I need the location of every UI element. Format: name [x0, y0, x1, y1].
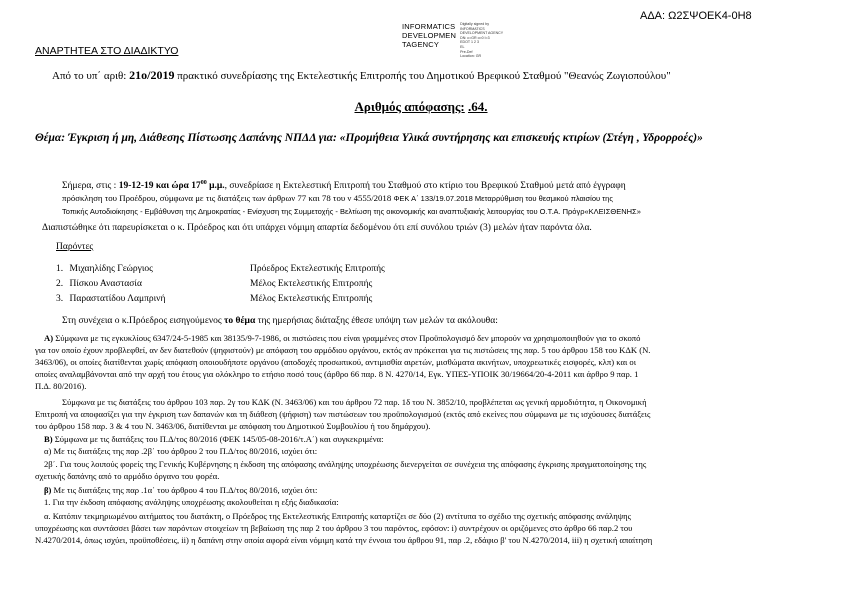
post-online-notice: ΑΝΑΡΤΗΤΕΑ ΣΤΟ ΔΙΑΔΙΚΤΥΟ: [35, 45, 179, 57]
section-beta-line: [44, 485, 317, 495]
quorum-statement: Διαπιστώθηκε ότι παρευρίσκεται ο κ. Πρόεδρος και ότι υπάρχει νόμιμη απαρτία δεδομένου ότι επί συνόλου τριών (3) μελών ήταν παρόντα όλα.: [42, 223, 592, 233]
section-a-line: Π.Δ. 80/2016).: [35, 381, 87, 391]
quote-line: 2β΄. Για τους λοιπούς φορείς της Γενικής Κυβέρνησης η έκδοση της απόφασης ανάληψης υποχρέωσης διενεργείται σε συνέχεια της απόφασης έγκρισης πραγματοποίησης της: [44, 459, 647, 469]
section-b-text: Σύμφωνα με τις διατάξεις του Π.Δ/τος 80/2016 (ΦΕΚ 145/05-08-2016/τ.Α΄) και συγκεκριμένα:: [54, 434, 384, 444]
section-a2-line: Επιτροπή να αποφασίζει για την έγκριση των δαπανών και τη διάθεση (ψήφιση) των πιστώσεων του προϋπολογισμού (εκτός από εκείνες που σύμφωνα με τις ισχύουσες διατάξεις: [35, 409, 651, 419]
subject-text: Έγκριση ή μη, Διάθεσης Πίστωσης Δαπάνης ΝΠΔΔ για: «Προμήθεια Υλικά συντήρησης και επισκευής κτιρίων (Στέγη , Υδρορροές)»: [67, 132, 703, 144]
present-title: Παρόντες: [56, 242, 94, 252]
member-row: [56, 264, 153, 274]
member-number: 3.: [56, 294, 64, 304]
stamp-line: TAGENCY: [402, 40, 440, 49]
member-name: Πίσκου Αναστασία: [69, 279, 142, 289]
stamp-details: [460, 22, 503, 59]
reference-text: πρακτικό συνεδρίασης της Εκτελεστικής Επιτροπής του Δημοτικού Βρεφικού Σταθμού "Θεανώς Ζωγιοπούλου": [177, 70, 671, 82]
section-b-label: Β): [44, 434, 53, 444]
digital-signature-stamp: [402, 22, 503, 59]
meeting-today: Σήμερα, στις :: [62, 181, 117, 192]
section-a-line: οποίες αναλαμβάνονται από την αρχή του έτους για ολόκληρο το ετήσιο ποσό τους (άρθρο 66 παρ. 8 Ν. 4270/14, Εγκ. ΥΠΕΣ-ΥΠΟΙΚ 30/19664/20-4-2011 και άρθρο 9 παρ. 1: [35, 369, 639, 379]
intro-text-c: της ημερήσιας διάταξης έθεσε υπόψη των μελών τα ακόλουθα:: [255, 316, 498, 326]
procedure-item-a-line: υποχρέωσης και συντάσσει βάσει των παρόντων στοιχείων τη βεβαίωση της παρ 2 του άρθρου 3 του παρόντος, εφόσον: i) συντρέχουν οι οριζόμενες στο άρθρο 66 παρ.2 του: [35, 523, 633, 533]
section-a-text: Σύμφωνα με τις εγκυκλίους 6347/24-5-1985 και 38135/9-7-1986, οι πιστώσεις που είναι γραμμένες στον Προϋπολογισμό δεν μπορούν να χρησιμοποιηθούν για το σκοπό: [55, 333, 641, 343]
subject: [35, 130, 815, 146]
section-a-line: για τον οποίο έχουν προβλεφθεί, αν δεν διατεθούν (ψηφιστούν) με απόφαση του αρμόδιου οργάνου, εκτός αν πρόκειται για τις πιστώσεις της παρ. 5 του άρθρου 158 του ΚΔΚ (Ν.: [35, 345, 651, 355]
member-name: Παραστατίδου Λαμπρινή: [69, 294, 166, 304]
section-a2-line: του άρθρου 158 παρ. 3 & 4 του Ν. 3463/06, διατίθενται με απόφαση του Δημοτικού Συμβουλίου ή του δημάρχου).: [35, 421, 431, 431]
reference-prefix: Από το υπ΄ αριθ:: [52, 70, 127, 82]
proposal-intro: [62, 316, 498, 326]
procedure-item-1: 1. Για την έκδοση απόφασης ανάληψης υποχρέωσης ακολουθείται η εξής διαδικασία:: [44, 497, 339, 507]
stamp-detail-line: Location: GR: [460, 54, 482, 59]
subject-label: Θέμα:: [35, 132, 66, 144]
member-role: Μέλος Εκτελεστικής Επιτροπής: [250, 279, 373, 289]
section-alpha-text: Με τις διατάξεις της παρ .2β΄ του άρθρου 2 του Π.Δ/τος 80/2016, ισχύει ότι:: [53, 446, 318, 456]
stamp-detail-line: DEVELOPMENT AGENCY: [460, 31, 504, 36]
section-a-line: 3463/06), οι οποίες διατίθενται χωρίς απόφαση οποιουδήποτε οργάνου (αποδοχές προσωπικού, αντιμισθία αιρετών, μισθώματα ακινήτων, υποχρεωτικές εισφορές, κλπ) και οι: [35, 357, 637, 367]
meeting-line-1: [62, 180, 626, 191]
stamp-detail-line: DN: c=GR o=0 l=3: [460, 35, 490, 40]
member-number: 2.: [56, 279, 64, 289]
meeting-law-ref: ΦΕΚ Α΄ 133/19.07.2018 Μεταρρύθμιση του θεσμικού πλαισίου της: [393, 194, 613, 203]
ada-code: ΑΔΑ: Ω2ΣΨΟΕΚ4-0Η8: [640, 10, 752, 22]
section-beta-label: β): [44, 485, 52, 495]
section-a-label: Α): [44, 333, 54, 343]
meeting-invitation: πρόσκληση του Προέδρου, σύμφωνα με τις διατάξεις των άρθρων 77 και 78 του ν 4555/2018: [62, 193, 392, 203]
meeting-time-sup: 00: [200, 180, 207, 186]
stamp-detail-line: INFORMATICS: [460, 26, 485, 31]
stamp-detail-line: Digitally signed by: [460, 22, 490, 26]
section-alpha-label: α): [44, 446, 52, 456]
meeting-date: 19-12-19 και ώρα 17: [118, 181, 201, 192]
section-a-line: [44, 333, 640, 343]
member-role: Πρόεδρος Εκτελεστικής Επιτροπής: [250, 264, 385, 274]
stamp-detail-line: EL: [460, 44, 465, 49]
stamp-detail-line: Pre-Def: [460, 49, 473, 54]
procedure-item-a-line: Ν.4270/2014, όπως ισχύει, προϋποθέσεις, ii) η δαπάνη στην οποία αφορά είναι νόμιμη κατά την έννοια του άρθρου 91, παρ .2, εδάφιο β' του Ν.4270/2014, iii) η σχετική απαίτηση: [35, 535, 653, 545]
section-alpha-line: [44, 446, 317, 456]
stamp-line: INFORMATICS: [402, 22, 456, 31]
meeting-line1-rest: , συνεδρίασε η Εκτελεστική Επιτροπή του Σταθμού στο κτίριο του Βρεφικού Σταθμού μετά από έγγραφη: [224, 181, 626, 192]
member-row: [56, 279, 142, 289]
intro-text-a: Στη συνέχεια ο κ.Πρόεδρος εισηγούμενος: [62, 316, 225, 326]
decision-number-heading: [0, 99, 842, 115]
meeting-time-unit: μ.μ.: [209, 181, 225, 192]
decision-number: .64.: [468, 99, 488, 114]
quote-line: σχετικής δαπάνης από το αρμόδιο όργανο του φορέα.: [35, 471, 220, 481]
section-a2-line: Σύμφωνα με τις διατάξεις του άρθρου 103 παρ. 2γ του ΚΔΚ (Ν. 3463/06) και του άρθρου 72 παρ. 1δ του Ν. 3852/10, προβλέπεται ως γενική αρμοδιότητα, η Οικονομική: [62, 397, 647, 407]
stamp-line: DEVELOPMEN: [402, 31, 457, 40]
member-name: Μιχαηλίδης Γεώργιος: [69, 264, 153, 274]
stamp-detail-line: EDOT 1 2 3: [460, 40, 480, 45]
minutes-reference: [52, 68, 671, 83]
meeting-line-3: Τοπικής Αυτοδιοίκησης - Εμβάθυνση της Δημοκρατίας - Ενίσχυση της Συμμετοχής - Βελτίωση της οικονομικής και αναπτυξιακής λειτουργίας του Ο.Τ.Α. Πρόγρ«ΚΛΕΙΣΘΕΝΗΣ»: [62, 207, 641, 216]
meeting-line-2: [62, 193, 613, 203]
member-number: 1.: [56, 264, 64, 274]
stamp-agency-name: [402, 22, 456, 59]
section-beta-text: Με τις διατάξεις της παρ .1α΄ του άρθρου 4 του Π.Δ/τος 80/2016, ισχύει ότι:: [53, 485, 318, 495]
procedure-item-a-line: α. Κατόπιν τεκμηριωμένου αιτήματος του διατάκτη, ο Πρόεδρος της Εκτελεστικής Επιτροπής καταρτίζει σε δύο (2) αντίτυπα το σχέδιο της σχετικής απόφασης ανάληψης: [44, 511, 631, 521]
reference-number: 21ο/2019: [129, 68, 175, 82]
section-b-line: [44, 434, 384, 444]
member-role: Μέλος Εκτελεστικής Επιτροπής: [250, 294, 373, 304]
intro-topic: το θέμα: [224, 316, 256, 326]
decision-label: Αριθμός απόφασης:: [354, 99, 465, 114]
member-row: [56, 294, 165, 304]
